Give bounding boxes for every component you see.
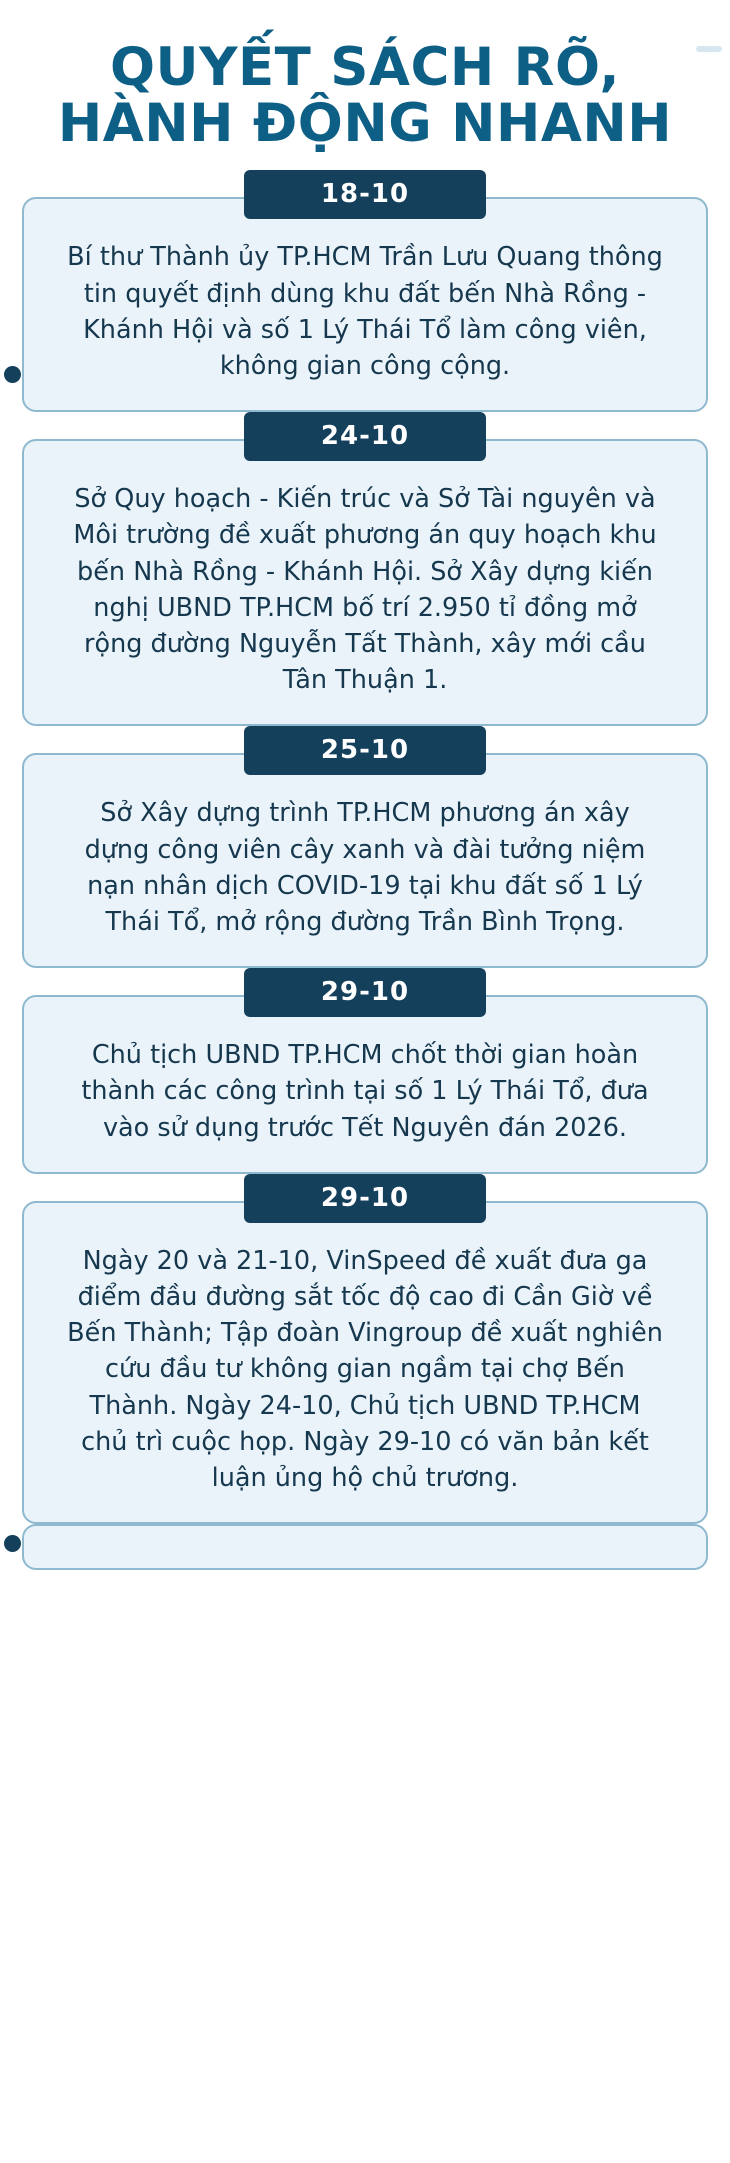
- timeline-end-stub: [22, 1524, 708, 1570]
- date-badge: 29-10: [244, 1174, 486, 1223]
- event-text: Chủ tịch UBND TP.HCM chốt thời gian hoàn thành các công trình tại số 1 Lý Thái Tổ, đưa vào sử dụng trước Tết Nguyên đán 2026.: [81, 1040, 649, 1143]
- event-card: [22, 1201, 708, 1524]
- page-title-line-2: HÀNH ĐỘNG NHANH: [57, 93, 673, 155]
- date-chip-wrap: [10, 170, 720, 219]
- page-title-line-1: QUYẾT SÁCH RÕ,: [109, 37, 620, 98]
- event-text: Ngày 20 và 21-10, VinSpeed đề xuất đưa ga điểm đầu đường sắt tốc độ cao đi Cần Giờ về Bến Thành; Tập đoàn Vingroup đề xuất nghiên cứu đầu tư không gian ngầm tại chợ Bến Thành. Ngày 24-10, Chủ tịch UBND TP.HCM chủ trì cuộc họp. Ngày 29-10 có văn bản kết luận ủng hộ chủ trương.: [67, 1245, 663, 1494]
- decorative-tick: [696, 46, 722, 52]
- date-badge: 24-10: [244, 412, 486, 461]
- event-card: [22, 753, 708, 968]
- date-badge: 29-10: [244, 968, 486, 1017]
- timeline-event: [10, 968, 720, 1174]
- event-text: Sở Xây dựng trình TP.HCM phương án xây dựng công viên cây xanh và đài tưởng niệm nạn nhân dịch COVID-19 tại khu đất số 1 Lý Thái Tổ, mở rộng đường Trần Bình Trọng.: [84, 798, 646, 937]
- date-chip-wrap: [10, 1174, 720, 1223]
- date-chip-wrap: [10, 412, 720, 461]
- event-text: Sở Quy hoạch - Kiến trúc và Sở Tài nguyên và Môi trường đề xuất phương án quy hoạch khu bến Nhà Rồng - Khánh Hội. Sở Xây dựng kiến nghị UBND TP.HCM bố trí 2.950 tỉ đồng mở rộng đường Nguyễn Tất Thành, xây mới cầu Tân Thuận 1.: [73, 484, 657, 696]
- event-card: [22, 197, 708, 412]
- date-badge: 18-10: [244, 170, 486, 219]
- timeline-event: [10, 412, 720, 726]
- timeline-event: [10, 170, 720, 412]
- timeline: [0, 170, 730, 1570]
- event-card: [22, 439, 708, 726]
- timeline-end-dot: [4, 1535, 21, 1552]
- event-text: Bí thư Thành ủy TP.HCM Trần Lưu Quang thông tin quyết định dùng khu đất bến Nhà Rồng - Khánh Hội và số 1 Lý Thái Tổ làm công viên, không gian công cộng.: [67, 242, 663, 381]
- date-chip-wrap: [10, 968, 720, 1017]
- date-badge: 25-10: [244, 726, 486, 775]
- timeline-event: [10, 1174, 720, 1524]
- page-title: [0, 0, 730, 170]
- date-chip-wrap: [10, 726, 720, 775]
- event-card: [22, 995, 708, 1174]
- timeline-event: [10, 726, 720, 968]
